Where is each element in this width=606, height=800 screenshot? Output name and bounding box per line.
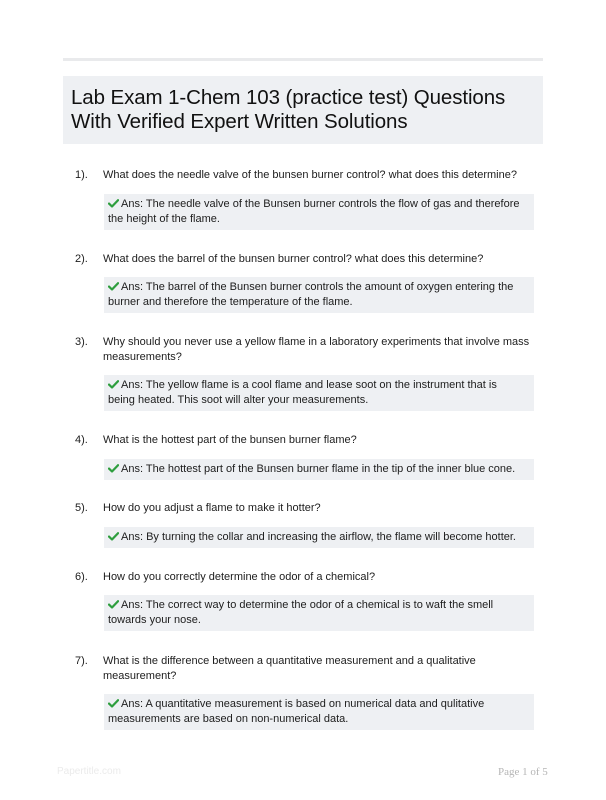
- question-text: What does the needle valve of the bunsen burner control? what does this determine?: [103, 169, 517, 181]
- question-text: What does the barrel of the bunsen burner control? what does this determine?: [103, 253, 484, 265]
- answer-text: Ans: The correct way to determine the odor of a chemical is to waft the smell towards your nose.: [108, 599, 494, 626]
- answer-text: Ans: The hottest part of the Bunsen burner flame in the tip of the inner blue cone.: [121, 463, 516, 475]
- question-number: 1).: [75, 169, 88, 181]
- footer-watermark: Papertitle.com: [57, 766, 121, 777]
- check-icon: [108, 199, 119, 208]
- check-icon: [108, 600, 119, 609]
- answer-text: Ans: A quantitative measurement is based on numerical data and qulitative measurements are based on non-numerical data.: [108, 698, 485, 725]
- answer-box: [104, 694, 534, 730]
- question-number: 7).: [75, 655, 88, 667]
- answer-text: Ans: By turning the collar and increasing the airflow, the flame will become hotter.: [121, 531, 516, 543]
- page-number: Page 1 of 5: [498, 766, 548, 778]
- question-number: 3).: [75, 336, 88, 348]
- question-text: How do you adjust a flame to make it hotter?: [103, 502, 321, 514]
- question-number: 2).: [75, 253, 88, 265]
- question-text: How do you correctly determine the odor of a chemical?: [103, 571, 376, 583]
- check-icon: [108, 464, 119, 473]
- answer-box: [104, 459, 534, 480]
- top-divider: [63, 58, 543, 61]
- answer-box: [104, 527, 534, 548]
- answer-text: Ans: The yellow flame is a cool flame and lease soot on the instrument that is being heated. This soot will alter your measurements.: [108, 379, 497, 406]
- check-icon: [108, 532, 119, 541]
- question-text: Why should you never use a yellow flame in a laboratory experiments that involve mass measurements?: [103, 336, 530, 363]
- check-icon: [108, 380, 119, 389]
- answer-box: [104, 277, 534, 313]
- document-title: Lab Exam 1-Chem 103 (practice test) Questions With Verified Expert Written Solutions: [71, 86, 506, 133]
- answer-box: [104, 375, 534, 411]
- title-banner: [63, 76, 543, 144]
- question-number: 6).: [75, 571, 88, 583]
- check-icon: [108, 282, 119, 291]
- answer-text: Ans: The barrel of the Bunsen burner controls the amount of oxygen entering the burner and therefore the temperature of the flame.: [108, 281, 514, 308]
- answer-box: [104, 595, 534, 631]
- check-icon: [108, 699, 119, 708]
- question-text: What is the hottest part of the bunsen burner flame?: [103, 434, 357, 446]
- question-number: 5).: [75, 502, 88, 514]
- question-number: 4).: [75, 434, 88, 446]
- answer-text: Ans: The needle valve of the Bunsen burner controls the flow of gas and therefore the height of the flame.: [108, 198, 520, 225]
- question-text: What is the difference between a quantitative measurement and a qualitative measurement?: [103, 655, 476, 682]
- answer-box: [104, 194, 534, 230]
